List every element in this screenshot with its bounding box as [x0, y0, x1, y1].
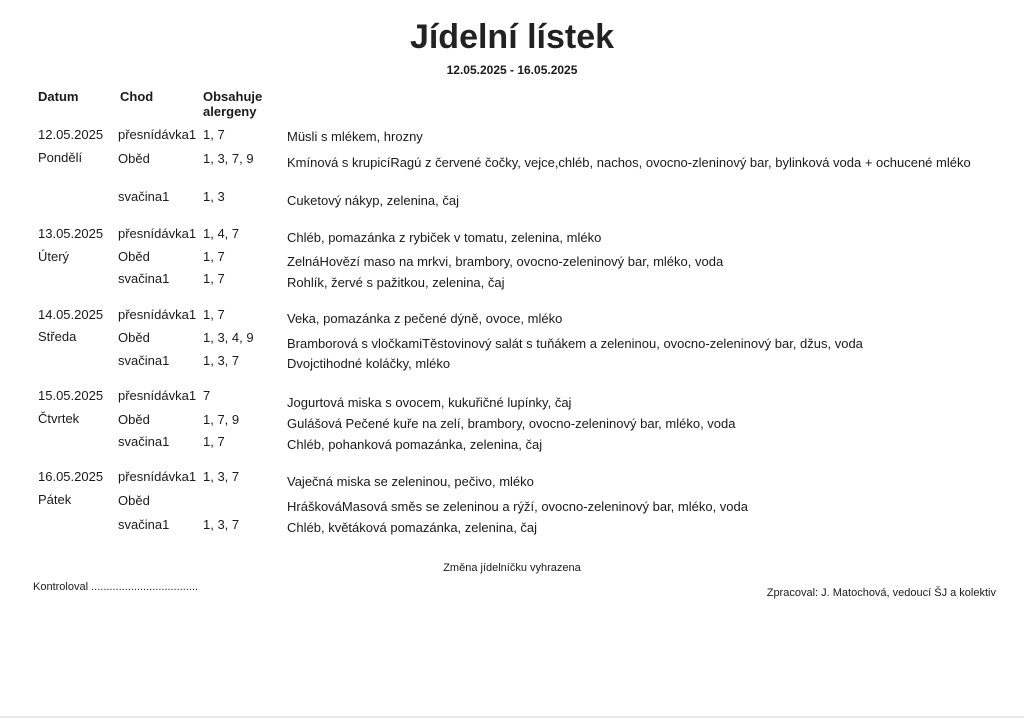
- meal-course: svačina1: [118, 517, 170, 532]
- meal-allergens: 1, 3, 7: [203, 517, 240, 532]
- meal-allergens: 1, 4, 7: [203, 226, 240, 241]
- meal-allergens: 1, 7, 9: [203, 412, 240, 427]
- meal-menu: Gulášová Pečené kuře na zelí, brambory, ovocno-zeleninový bar, mléko, voda: [287, 416, 736, 431]
- day-name: Pátek: [38, 492, 72, 507]
- meal-allergens: 1, 3, 7: [203, 353, 240, 368]
- meal-course: přesnídávka1: [118, 388, 197, 403]
- header-alergeny: [203, 89, 262, 119]
- meal-menu: Chléb, květáková pomazánka, zelenina, čaj: [287, 520, 538, 535]
- meal-allergens: 1, 3, 4, 9: [203, 330, 254, 345]
- meal-course: přesnídávka1: [118, 469, 197, 484]
- change-note: Změna jídelníčku vyhrazena: [443, 562, 581, 574]
- zpracoval-credit: Zpracoval: J. Matochová, vedoucí ŠJ a kolektiv: [766, 587, 996, 599]
- meal-course: svačina1: [118, 434, 170, 449]
- meal-menu: Cuketový nákyp, zelenina, čaj: [287, 193, 459, 208]
- meal-allergens: 1, 7: [203, 127, 225, 142]
- day-date: 16.05.2025: [38, 469, 104, 484]
- meal-course: přesnídávka1: [118, 226, 197, 241]
- meal-course: Oběd: [118, 412, 150, 427]
- page-title: Jídelní lístek: [409, 18, 615, 56]
- meal-allergens: 1, 3: [203, 189, 225, 204]
- header-datum: Datum: [38, 89, 79, 104]
- meal-course: svačina1: [118, 353, 170, 368]
- day-name: Pondělí: [38, 150, 83, 165]
- meal-menu: Dvojctihodné koláčky, mléko: [287, 356, 451, 371]
- kontroloval-signature-line: Kontroloval ...................................: [33, 581, 199, 593]
- date-range: 12.05.2025 - 16.05.2025: [446, 63, 578, 77]
- header-alergeny-line2: alergeny: [203, 104, 257, 119]
- day-date: 15.05.2025: [38, 388, 104, 403]
- day-date: 14.05.2025: [38, 307, 104, 322]
- meal-menu: Bramborová s vločkamiTěstovinový salát s tuňákem a zeleninou, ovocno-zeleninový bar, džus, voda: [287, 336, 863, 351]
- meal-menu: Müsli s mlékem, hrozny: [287, 129, 423, 144]
- meal-allergens: 1, 7: [203, 249, 225, 264]
- meal-allergens: 7: [203, 388, 211, 403]
- header-chod: Chod: [120, 89, 154, 104]
- meal-menu: Veka, pomazánka z pečené dýně, ovoce, mléko: [287, 311, 563, 326]
- meal-course: přesnídávka1: [118, 307, 197, 322]
- meal-allergens: 1, 7: [203, 307, 225, 322]
- meal-allergens: 1, 7: [203, 271, 225, 286]
- meal-course: Oběd: [118, 249, 150, 264]
- meal-course: přesnídávka1: [118, 127, 197, 142]
- day-date: 12.05.2025: [38, 127, 104, 142]
- meal-allergens: 1, 7: [203, 434, 225, 449]
- meal-menu: Rohlík, žervé s pažitkou, zelenina, čaj: [287, 275, 505, 290]
- meal-menu: Jogurtová miska s ovocem, kukuřičné lupínky, čaj: [287, 395, 572, 410]
- day-name: Středa: [38, 329, 77, 344]
- day-date: 13.05.2025: [38, 226, 104, 241]
- meal-course: Oběd: [118, 151, 150, 166]
- day-name: Úterý: [38, 249, 70, 264]
- meal-menu: Kmínová s krupicíRagú z červené čočky, vejce,chléb, nachos, ovocno-zleninový bar, bylinková voda + ochucené mléko: [287, 155, 971, 170]
- scan-edge-line: [0, 716, 1024, 718]
- meal-course: Oběd: [118, 493, 150, 508]
- meal-menu: Chléb, pomazánka z rybiček v tomatu, zelenina, mléko: [287, 230, 602, 245]
- meal-menu: HráškováMasová směs se zeleninou a rýží, ovocno-zeleninový bar, mléko, voda: [287, 499, 748, 514]
- meal-menu: ZelnáHovězí maso na mrkvi, brambory, ovocno-zeleninový bar, mléko, voda: [287, 254, 724, 269]
- meal-allergens: 1, 3, 7, 9: [203, 151, 254, 166]
- meal-menu: Vaječná miska se zeleninou, pečivo, mléko: [287, 474, 534, 489]
- day-name: Čtvrtek: [38, 411, 80, 426]
- header-alergeny-line1: Obsahuje: [203, 89, 263, 104]
- meal-course: Oběd: [118, 330, 150, 345]
- meal-menu: Chléb, pohanková pomazánka, zelenina, čaj: [287, 437, 543, 452]
- meal-course: svačina1: [118, 271, 170, 286]
- meal-allergens: 1, 3, 7: [203, 469, 240, 484]
- meal-course: svačina1: [118, 189, 170, 204]
